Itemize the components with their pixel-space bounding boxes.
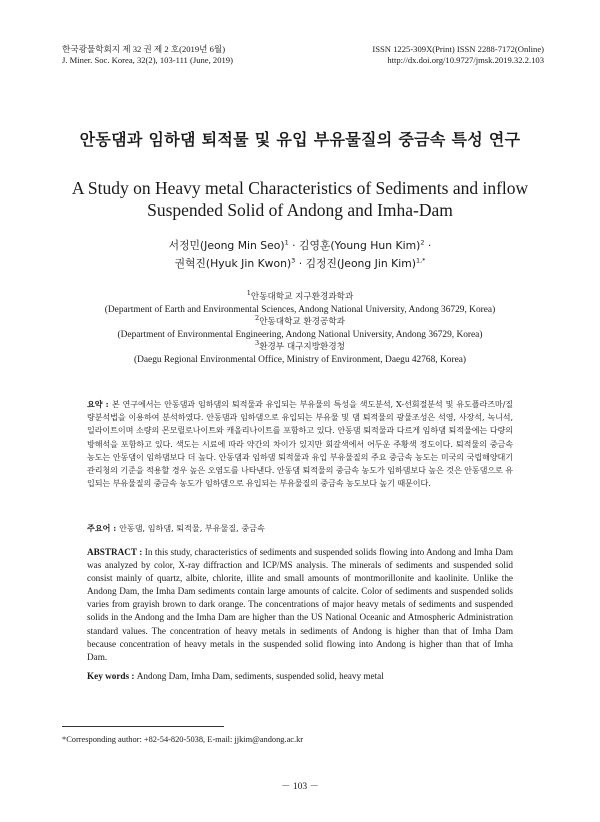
journal-citation: J. Miner. Soc. Korea, 32(2), 103-111 (June, 2019) [62, 55, 233, 65]
abstract-english-label: ABSTRACT : [87, 547, 145, 557]
keywords-english [87, 670, 513, 682]
keywords-korean-text: 안동댐, 임하댐, 퇴적물, 부유물질, 중금속 [119, 523, 265, 533]
abstract-english-text: In this study, characteristics of sediments and suspended solids flowing into Andong and Imha Dam was analyzed by color, X-ray diffraction and ICP/MS analysis. The minerals of sediments and suspended solid consist mainly of quartz, albite, chlorite, illite and small amounts of montmorillonite and kaolinite. Unlike the Andong Dam, the Imha Dam sediments contain large amounts of calcite. Color of sediments and suspended solids varies from grayish brown to dark orange. The concentrations of major heavy metals of sediments and suspended solids in the Andong and the Imha Dam are higher than the US National Oceanic and Atmospheric Administration standard values. The concentration of heavy metals in sediments of Andong is higher than that of Imha Dam because concentration of heavy metals in the suspended solid flowing into Andong is higher than that of Imha Dam. [87, 547, 513, 662]
abstract-korean-label: 요약 : [87, 399, 112, 409]
issn-line: ISSN 1225-309X(Print) ISSN 2288-7172(Online) [372, 44, 544, 54]
journal-header-left [62, 44, 233, 66]
author-line-1 [40, 237, 560, 255]
title-korean: 안동댐과 임하댐 퇴적물 및 유입 부유물질의 중금속 특성 연구 [79, 130, 521, 149]
author-1: 서정민(Jeong Min Seo) [168, 239, 285, 252]
affiliation-1-english: (Department of Earth and Environmental Sciences, Andong National University, Andong 36729, Korea) [104, 304, 496, 315]
affiliations [40, 291, 560, 367]
footnote-divider [62, 726, 224, 727]
title-english-line1: A Study on Heavy metal Characteristics of Sediments and inflow [71, 178, 529, 198]
affiliation-2-english: (Department of Environmental Engineering, Andong National University, Andong 36729, Korea) [117, 329, 483, 340]
affiliation-2-name: 안동대학교 환경공학과 [259, 317, 345, 328]
journal-header-right [372, 44, 544, 66]
author-line-2 [40, 255, 560, 273]
author-3-affil: 3 [291, 256, 296, 265]
keywords-english-label: Key words : [87, 671, 137, 681]
corresponding-author-footnote: *Corresponding author: +82-54-820-5038, E-mail: jjkim@andong.ac.kr [62, 735, 304, 744]
affiliation-3-marker: 3 [255, 339, 260, 348]
affiliation-3-korean [40, 341, 560, 354]
affiliation-2-korean [40, 316, 560, 329]
author-separator: · [295, 257, 306, 270]
affiliation-2-marker: 2 [255, 314, 260, 323]
author-3: 권혁진(Hyuk Jin Kwon) [174, 257, 292, 270]
keywords-korean-label: 주요어 : [87, 523, 120, 533]
affiliation-1-marker: 1 [246, 289, 251, 298]
journal-name-korean: 한국광물학회지 제 32 권 제 2 호(2019년 6월) [62, 44, 226, 54]
abstract-korean-text: 본 연구에서는 안동댐과 임하댐의 퇴적물과 유입되는 부유물의 특성을 색도분석, X-선회절분석 및 유도플라즈마/질량분석법을 이용하여 분석하였다. 안동댐과 임하댐으로 유입되는 부유물 및 댐 퇴적물의 광물조성은 석영, 사장석, 녹니석, 일라이트이며 소량의 몬모릴로나이트와 캐올리나이트를 포함하고 있다. 안동댐 퇴적물과 다르게 임하댐 퇴적물에는 다량의 방해석을 포함하고 있다. 색도는 시료에 따라 약간의 차이가 있지만 회갈색에서 어두운 주황색 정도이다. 퇴적물의 중금속 농도는 안동댐이 임하댐보다 더 높다. 안동댐과 임하댐 퇴적물과 유입 부유물질의 주요 중금속 농도는 미국의 국립해양대기관리청의 기준을 적용할 경우 높은 오염도를 나타낸다. 안동댐 퇴적물의 중금속 농도가 임하댐보다 높은 것은 안동댐으로 유입되는 부유물질의 중금속 농도가 임하댐으로 유입되는 부유물질의 중금속 농도보다 높기 때문이다. [87, 399, 513, 489]
affiliation-3-english: (Daegu Regional Environmental Office, Ministry of Environment, Daegu 42768, Korea) [133, 354, 467, 365]
affiliation-1-name: 안동대학교 지구환경과학과 [250, 292, 354, 302]
abstract-korean [87, 398, 513, 490]
title-english [40, 177, 560, 221]
author-4: 김정진(Jeong Jin Kim) [305, 257, 416, 270]
title-english-line2: Suspended Solid of Andong and Imha-Dam [147, 200, 453, 220]
abstract-english [87, 546, 513, 664]
page-number: － 103 － [280, 782, 319, 792]
keywords-korean [87, 522, 513, 534]
author-list [40, 237, 560, 273]
author-1-affil: 1 [284, 238, 289, 247]
author-2: 김영훈(Young Hun Kim) [299, 239, 421, 252]
affiliation-1-korean [40, 291, 560, 304]
author-2-affil: 2 [420, 238, 425, 247]
affiliation-3-name: 환경부 대구지방환경청 [259, 342, 345, 353]
author-separator: · [288, 239, 300, 252]
keywords-english-text: Andong Dam, Imha Dam, sediments, suspended solid, heavy metal [136, 671, 384, 681]
author-separator: · [424, 239, 432, 252]
author-4-affil: 1,* [415, 256, 426, 265]
doi-link[interactable]: http://dx.doi.org/10.9727/jmsk.2019.32.2.103 [387, 55, 544, 65]
